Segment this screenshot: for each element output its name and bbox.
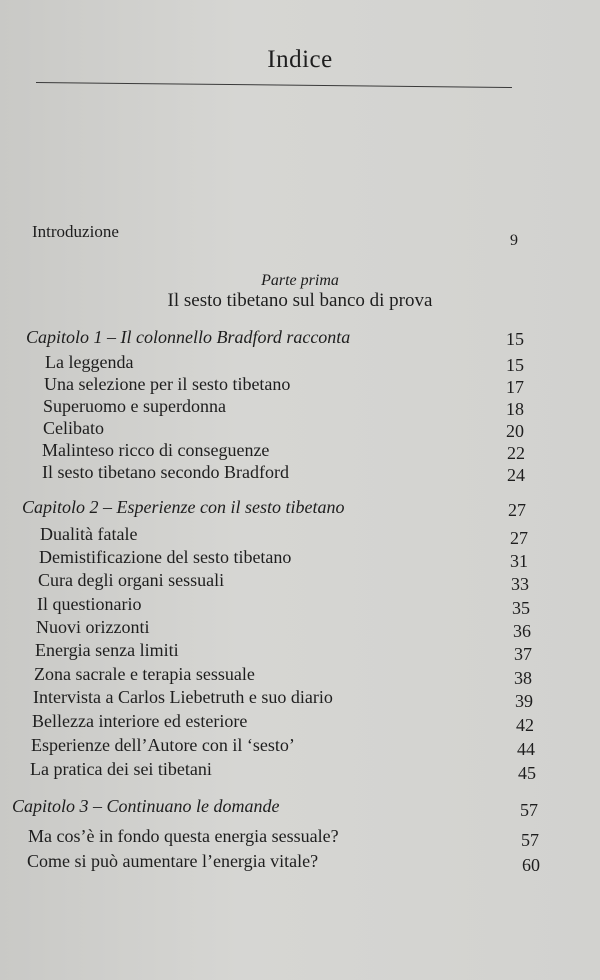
toc-entry-page: 42	[516, 715, 534, 735]
toc-entry-page: 18	[506, 399, 524, 419]
chapter-1-page: 15	[506, 329, 524, 349]
part-title: Il sesto tibetano sul banco di prova	[167, 290, 433, 311]
chapter-3-page: 57	[520, 800, 538, 820]
toc-entry-page: 27	[510, 528, 528, 548]
toc-entry: Energia senza limiti	[35, 640, 179, 660]
toc-entry: Dualità fatale	[40, 524, 138, 544]
toc-entry-page: 22	[507, 443, 525, 463]
toc-entry: Il questionario	[37, 594, 142, 614]
toc-entry: Zona sacrale e terapia sessuale	[34, 664, 255, 684]
toc-entry-page: 37	[514, 644, 532, 664]
toc-entry-page: 45	[518, 763, 536, 783]
toc-entry-page: 33	[511, 574, 529, 594]
toc-entry: Ma cos’è in fondo questa energia sessuale?	[28, 826, 339, 846]
toc-entry-page: 44	[517, 739, 535, 759]
toc-entry: Il sesto tibetano secondo Bradford	[42, 462, 289, 482]
toc-entry-page: 15	[506, 355, 524, 375]
toc-entry: Cura degli organi sessuali	[38, 570, 225, 590]
page-title: Indice	[267, 46, 333, 73]
toc-entry: Malinteso ricco di conseguenze	[42, 440, 270, 460]
toc-entry-page: 31	[510, 551, 528, 571]
toc-entry-page: 57	[521, 830, 539, 850]
toc-entry: Superuomo e superdonna	[43, 396, 226, 416]
toc-entry-page: 36	[513, 621, 531, 641]
toc-entry: Esperienze dell’Autore con il ‘sesto’	[31, 735, 295, 755]
chapter-2-page: 27	[508, 500, 526, 520]
toc-entry: Demistificazione del sesto tibetano	[39, 547, 292, 567]
intro-page: 9	[510, 232, 518, 249]
toc-entry: Nuovi orizzonti	[36, 617, 150, 637]
chapter-2-title: Capitolo 2 – Esperienze con il sesto tibetano	[22, 497, 345, 517]
toc-entry: Come si può aumentare l’energia vitale?	[27, 851, 319, 871]
chapter-3-title: Capitolo 3 – Continuano le domande	[12, 796, 280, 816]
toc-entry-page: 38	[514, 668, 532, 688]
toc-entry-page: 20	[506, 421, 524, 441]
toc-entry-page: 60	[522, 855, 540, 875]
toc-entry: Intervista a Carlos Liebetruth e suo diario	[33, 687, 333, 707]
toc-entry-page: 24	[507, 465, 525, 485]
toc-entry: Una selezione per il sesto tibetano	[44, 374, 291, 394]
toc-entry-page: 39	[515, 691, 533, 711]
toc-entry: Bellezza interiore ed esteriore	[32, 711, 248, 731]
toc-entry: La pratica dei sei tibetani	[30, 759, 212, 779]
part-label: Parte prima	[261, 272, 339, 289]
toc-entry: La leggenda	[45, 352, 134, 372]
intro-label: Introduzione	[32, 222, 119, 241]
chapter-1-title: Capitolo 1 – Il colonnello Bradford racconta	[26, 327, 351, 347]
toc-entry-page: 17	[506, 377, 524, 397]
title-rule	[36, 82, 512, 88]
toc-entry-page: 35	[512, 598, 530, 618]
toc-entry: Celibato	[43, 418, 104, 438]
